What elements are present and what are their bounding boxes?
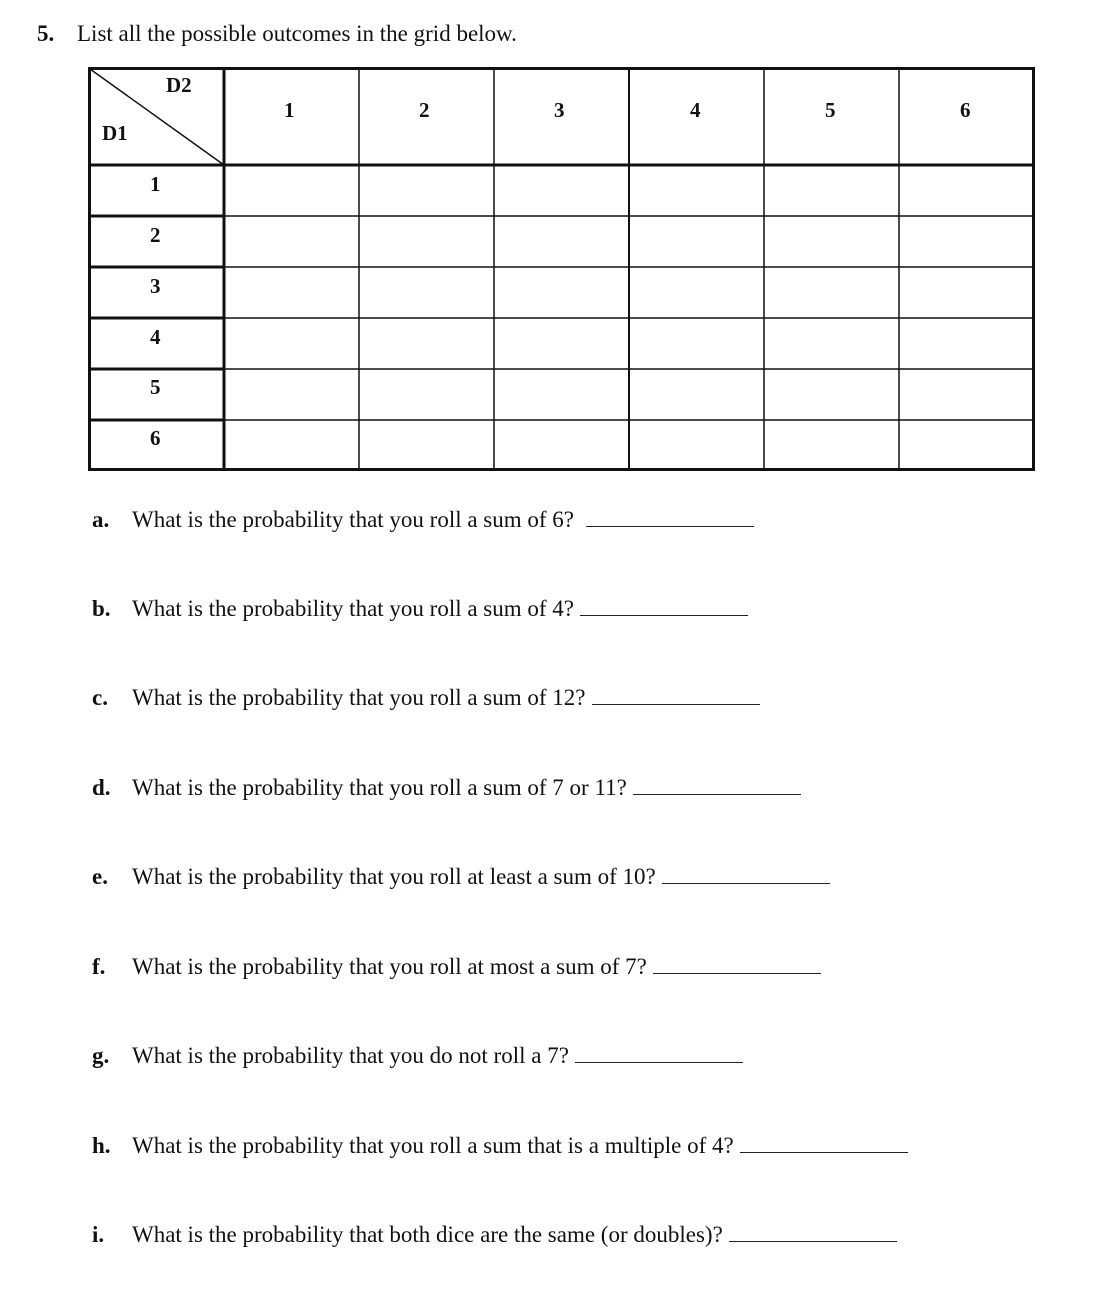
col-header-4: 4	[690, 98, 701, 122]
subquestion-c	[92, 682, 760, 712]
subquestion-d	[92, 772, 801, 802]
subquestion-e	[92, 861, 830, 891]
row-header-4: 4	[150, 325, 161, 349]
subquestion-text: What is the probability that you roll a sum of 12?	[132, 685, 586, 710]
subquestion-letter: a.	[92, 507, 110, 532]
col-header-6: 6	[960, 98, 971, 122]
subquestion-letter: i.	[92, 1222, 105, 1247]
answer-blank[interactable]	[653, 951, 821, 974]
answer-blank[interactable]	[592, 682, 760, 705]
row-header-6: 6	[150, 426, 161, 450]
col-header-1: 1	[284, 98, 295, 122]
row-header-1: 1	[150, 172, 161, 196]
answer-blank[interactable]	[633, 772, 801, 795]
answer-blank[interactable]	[729, 1219, 897, 1242]
subquestion-i	[92, 1219, 897, 1249]
subquestion-text: What is the probability that you roll a sum of 6?	[132, 507, 575, 532]
subquestion-letter: f.	[92, 954, 106, 979]
subquestion-text: What is the probability that you roll at least a sum of 10?	[132, 864, 656, 889]
corner-label-d1: D1	[102, 121, 128, 145]
subquestion-h	[92, 1130, 908, 1160]
question-prompt: List all the possible outcomes in the grid below.	[77, 21, 517, 46]
subquestion-text: What is the probability that you roll a sum that is a multiple of 4?	[132, 1133, 734, 1158]
col-header-2: 2	[419, 98, 430, 122]
subquestion-text: What is the probability that you roll at most a sum of 7?	[132, 954, 647, 979]
answer-blank[interactable]	[580, 593, 748, 616]
row-header-3: 3	[150, 274, 161, 298]
outcome-grid	[88, 67, 1035, 471]
subquestion-letter: d.	[92, 775, 111, 800]
question-header	[37, 18, 517, 50]
question-number: 5.	[37, 21, 55, 46]
col-header-3: 3	[554, 98, 565, 122]
grid-lines	[88, 67, 1035, 471]
answer-blank[interactable]	[586, 504, 754, 527]
subquestion-a	[92, 504, 754, 534]
subquestion-letter: b.	[92, 596, 111, 621]
subquestion-letter: h.	[92, 1133, 111, 1158]
subquestion-b	[92, 593, 748, 623]
subquestion-letter: c.	[92, 685, 108, 710]
row-header-5: 5	[150, 375, 161, 399]
answer-blank[interactable]	[575, 1040, 743, 1063]
subquestion-text: What is the probability that you roll a sum of 7 or 11?	[132, 775, 627, 800]
subquestion-letter: e.	[92, 864, 108, 889]
subquestion-text: What is the probability that you roll a sum of 4?	[132, 596, 575, 621]
subquestion-text: What is the probability that both dice are the same (or doubles)?	[132, 1222, 723, 1247]
answer-blank[interactable]	[662, 861, 830, 884]
row-header-2: 2	[150, 223, 161, 247]
subquestion-letter: g.	[92, 1043, 110, 1068]
subquestion-g	[92, 1040, 743, 1070]
answer-blank[interactable]	[740, 1130, 908, 1153]
subquestion-f	[92, 951, 821, 981]
subquestion-text: What is the probability that you do not roll a 7?	[132, 1043, 569, 1068]
corner-label-d2: D2	[166, 73, 192, 97]
col-header-5: 5	[825, 98, 836, 122]
